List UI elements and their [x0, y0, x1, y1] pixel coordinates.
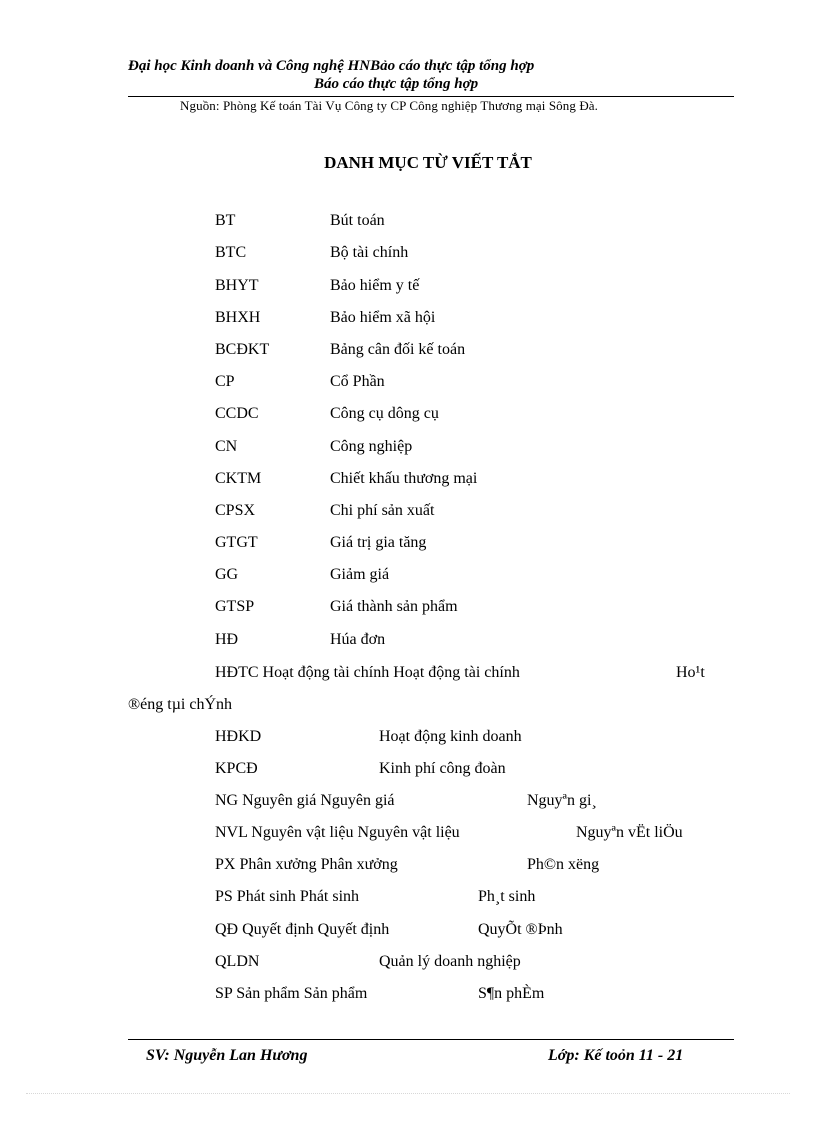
meaning-gg: Giảm giá: [330, 566, 390, 583]
abbr-qldn: QLDN: [215, 953, 260, 970]
abbr-hdkd: HĐKD: [215, 728, 262, 745]
abbr-kpcd: KPCĐ: [215, 760, 258, 777]
meaning-hdkd: Hoạt động kinh doanh: [379, 728, 522, 745]
meaning-bcdkt: Bảng cân đối kế toán: [330, 341, 466, 358]
meaning-cktm: Chiết khấu thương mại: [330, 470, 478, 487]
abbr-ccdc: CCDC: [215, 405, 259, 422]
abbr-gtsp: GTSP: [215, 598, 255, 615]
abbr-cpsx: CPSX: [215, 502, 256, 519]
nvl-garbled: Nguyªn vËt liÖu: [576, 824, 683, 841]
meaning-bt: Bút toán: [330, 212, 385, 229]
ng-line: NG Nguyên giá Nguyên giá: [215, 792, 395, 809]
abbr-gtgt: GTGT: [215, 534, 258, 551]
meaning-bhxh: Bảo hiểm xã hội: [330, 309, 436, 326]
header-line-1: Đại học Kinh doanh và Công nghệ HNBảo cáo thực tập tổng hợp: [128, 58, 535, 74]
header-rule: [128, 96, 734, 97]
footer-student: SV: Nguyễn Lan Hương: [146, 1047, 308, 1064]
meaning-cp: Cổ Phần: [330, 373, 385, 390]
qd-garbled: QuyÕt ®Þnh: [478, 921, 563, 938]
meaning-btc: Bộ tài chính: [330, 244, 409, 261]
sp-garbled: S¶n phÈm: [478, 985, 545, 1002]
footer-rule: [128, 1039, 734, 1040]
page-title: DANH MỤC TỪ VIẾT TẮT: [324, 153, 532, 172]
meaning-cn: Công nghiệp: [330, 438, 413, 455]
px-line: PX Phân xưởng Phân xưởng: [215, 856, 398, 873]
qd-line: QĐ Quyết định Quyết định: [215, 921, 390, 938]
ng-garbled: Nguyªn gi¸: [527, 792, 597, 809]
abbr-hd: HĐ: [215, 631, 239, 648]
footer-class: Lớp: Kế toỏn 11 - 21: [548, 1047, 684, 1064]
abbr-cp: CP: [215, 373, 235, 390]
meaning-qldn: Quản lý doanh nghiệp: [379, 953, 521, 970]
meaning-cpsx: Chi phí sản xuất: [330, 502, 435, 519]
ps-garbled: Ph¸t sinh: [478, 888, 536, 905]
abbr-bhyt: BHYT: [215, 277, 259, 294]
meaning-ccdc: Công cụ dông cụ: [330, 405, 439, 422]
hdtc-wrap: ®éng tµi chÝnh: [128, 696, 233, 713]
abbr-btc: BTC: [215, 244, 247, 261]
px-garbled: Ph©n xëng: [527, 856, 600, 873]
page-edge: [26, 1093, 790, 1094]
meaning-kpcd: Kinh phí công đoàn: [379, 760, 506, 777]
abbr-cktm: CKTM: [215, 470, 262, 487]
meaning-hd: Húa đơn: [330, 631, 386, 648]
nvl-line: NVL Nguyên vật liệu Nguyên vật liệu: [215, 824, 460, 841]
abbr-bt: BT: [215, 212, 236, 229]
meaning-gtgt: Giá trị gia tăng: [330, 534, 427, 551]
abbr-bcdkt: BCĐKT: [215, 341, 270, 358]
hdtc-line: HĐTC Hoạt động tài chính Hoạt động tài chính: [215, 664, 520, 681]
abbr-cn: CN: [215, 438, 238, 455]
ps-line: PS Phát sinh Phát sinh: [215, 888, 360, 905]
header-line-2: Báo cáo thực tập tổng hợp: [314, 76, 479, 92]
sp-line: SP Sản phẩm Sản phẩm: [215, 985, 368, 1002]
source-note: Nguồn: Phòng Kế toán Tài Vụ Công ty CP Công nghiệp Thương mại Sông Đà.: [180, 98, 599, 113]
meaning-gtsp: Giá thành sản phẩm: [330, 598, 458, 615]
abbr-gg: GG: [215, 566, 239, 583]
abbr-bhxh: BHXH: [215, 309, 261, 326]
meaning-bhyt: Bảo hiểm y tế: [330, 277, 420, 294]
hdtc-garbled-end: Ho¹t: [676, 664, 705, 681]
